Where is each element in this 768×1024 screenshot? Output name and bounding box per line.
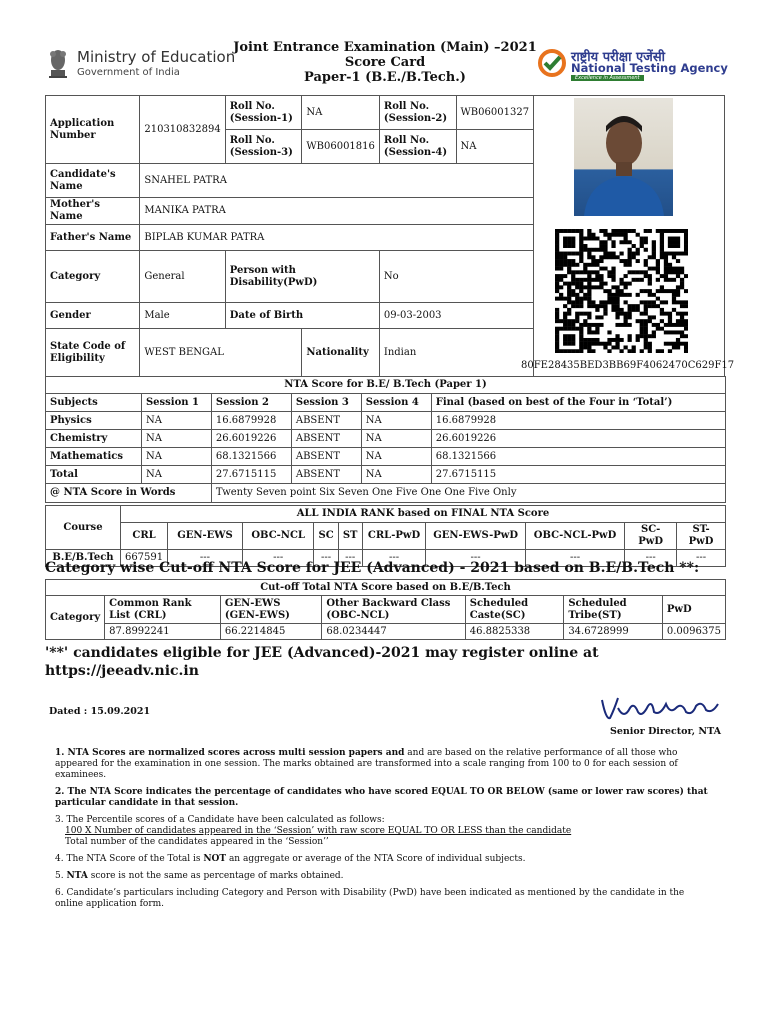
gender-value: Male — [140, 303, 225, 329]
candidate-name-label: Candidate's Name — [46, 164, 140, 198]
rank-cell: --- — [677, 550, 726, 567]
table-row — [46, 466, 726, 484]
rank-cell: 667591 — [120, 550, 167, 567]
gender-label: Gender — [46, 303, 140, 329]
rank-header: CRL — [120, 523, 167, 550]
cutoff-table — [45, 579, 726, 640]
notes-section — [55, 748, 715, 916]
candidate-name: SNAHEL PATRA — [140, 164, 534, 198]
state-code-value: WEST BENGAL — [140, 329, 302, 377]
rank-header: SC-PwD — [625, 523, 677, 550]
score-cell: 26.6019226 — [211, 430, 291, 448]
nta-checkmark-icon — [538, 49, 566, 77]
category-label: Category — [46, 251, 140, 303]
score-cell: NA — [361, 466, 431, 484]
rank-header: GEN-EWS-PwD — [426, 523, 525, 550]
score-cell: 16.6879928 — [211, 412, 291, 430]
score-cell: NA — [141, 466, 211, 484]
cutoff-header: Scheduled Caste(SC) — [465, 596, 564, 624]
roll4-label: Roll No. (Session-4) — [379, 130, 456, 164]
roll3-label: Roll No. (Session-3) — [225, 130, 302, 164]
cutoff-header: Other Backward Class (OBC-NCL) — [322, 596, 465, 624]
score-cell: 68.1321566 — [211, 448, 291, 466]
rank-header: GEN-EWS — [168, 523, 243, 550]
roll2-value: WB06001327 — [456, 96, 534, 130]
application-number-label: Application Number — [46, 96, 140, 164]
roll4-value: NA — [456, 130, 534, 164]
cutoff-cell: 0.0096375 — [662, 624, 725, 640]
score-cell: 27.6715115 — [211, 466, 291, 484]
roll1-label: Roll No. (Session-1) — [225, 96, 302, 130]
candidate-photo — [574, 98, 673, 216]
advanced-registration-note: '**' candidates eligible for JEE (Advanced)-2021 may register online at https://jeeadv.nic.in — [45, 645, 599, 679]
ministry-name: Ministry of Education — [77, 48, 236, 66]
note-1: 1. NTA Scores are normalized scores across multi session papers and and are based on the relative performance of all those who appeared for the examination in one session. The marks obtained are transformed into a scale ranging from 100 to 0 for each session of examinees. — [55, 748, 678, 780]
cutoff-cell: 46.8825338 — [465, 624, 564, 640]
category-value: General — [140, 251, 225, 303]
cutoff-cell: 66.2214845 — [220, 624, 321, 640]
rank-cell: --- — [426, 550, 525, 567]
mother-name: MANIKA PATRA — [140, 198, 534, 225]
rank-cell: --- — [362, 550, 426, 567]
note-2: 2. The NTA Score indicates the percentage of candidates who have scored EQUAL TO OR BELOW (same or lower raw scores) that particular candidate in that session. — [55, 787, 708, 808]
issue-date: Dated : 15.09.2021 — [49, 706, 151, 717]
score-cell: ABSENT — [291, 466, 361, 484]
rank-cell: --- — [168, 550, 243, 567]
roll3-value: WB06001816 — [302, 130, 380, 164]
application-number: 210310832894 — [140, 96, 225, 164]
rank-header: ST-PwD — [677, 523, 726, 550]
rank-header: OBC-NCL — [242, 523, 314, 550]
subject-name: Mathematics — [46, 448, 142, 466]
cutoff-cell: 68.0234447 — [322, 624, 465, 640]
cutoff-header-row — [46, 596, 726, 624]
qr-code-text: 80FE28435BED3BB69F4062470C629F17 — [521, 360, 735, 371]
dob-label: Date of Birth — [225, 303, 379, 329]
score-cell: NA — [361, 448, 431, 466]
qr-code — [555, 229, 688, 353]
roll1-value: NA — [302, 96, 380, 130]
rank-cell: --- — [314, 550, 338, 567]
state-code-label: State Code of Eligibility — [46, 329, 140, 377]
table-row — [46, 412, 726, 430]
subject-name: Total — [46, 466, 142, 484]
course-name: B.E/B.Tech — [46, 550, 121, 567]
score-table-caption: NTA Score for B.E/ B.Tech (Paper 1) — [46, 377, 726, 394]
rank-header: SC — [314, 523, 338, 550]
cutoff-caption: Cut-off Total NTA Score based on B.E/B.Tech — [46, 580, 726, 596]
score-cell: NA — [141, 448, 211, 466]
table-row — [46, 448, 726, 466]
subject-name: Physics — [46, 412, 142, 430]
paper-title: Paper-1 (B.E./B.Tech.) — [304, 70, 466, 85]
nta-score-table — [45, 376, 726, 503]
person-icon — [574, 98, 673, 216]
note-4: 4. The NTA Score of the Total is NOT an aggregate or average of the NTA Score of individual subjects. — [55, 854, 526, 864]
rank-table-caption: ALL INDIA RANK based on FINAL NTA Score — [120, 506, 725, 523]
score-cell: 27.6715115 — [431, 466, 725, 484]
pwd-label: Person with Disability(PwD) — [225, 251, 379, 303]
rank-cell: --- — [338, 550, 362, 567]
mother-name-label: Mother's Name — [46, 198, 140, 225]
score-cell: 16.6879928 — [431, 412, 725, 430]
dob-value: 09-03-2003 — [379, 303, 533, 329]
nationality-value: Indian — [379, 329, 533, 377]
nationality-label: Nationality — [302, 329, 380, 377]
score-cell: ABSENT — [291, 430, 361, 448]
score-cell: NA — [361, 412, 431, 430]
score-in-words: Twenty Seven point Six Seven One Five One One Five Only — [211, 484, 725, 503]
rank-cell: --- — [525, 550, 624, 567]
score-in-words-label: @ NTA Score in Words — [46, 484, 212, 503]
rank-header: OBC-NCL-PwD — [525, 523, 624, 550]
cutoff-header: PwD — [662, 596, 725, 624]
father-name: BIPLAB KUMAR PATRA — [140, 225, 534, 251]
ministry-of-education-logo — [47, 42, 236, 82]
course-label: Course — [46, 506, 121, 550]
percentile-denominator: Total number of the candidates appeared in the ‘Session’’ — [65, 837, 329, 847]
pwd-value: No — [379, 251, 533, 303]
cutoff-category-label: Category — [46, 596, 105, 640]
nta-hindi-name: राष्ट्रीय परीक्षा एजेंसी — [571, 50, 665, 65]
father-name-label: Father's Name — [46, 225, 140, 251]
score-cell: ABSENT — [291, 448, 361, 466]
all-india-rank-table — [45, 505, 726, 567]
cutoff-header: Common Rank List (CRL) — [105, 596, 221, 624]
score-cell: ABSENT — [291, 412, 361, 430]
score-cell: 26.6019226 — [431, 430, 725, 448]
rank-header: CRL-PwD — [362, 523, 426, 550]
national-emblem-icon — [47, 44, 69, 80]
note-3: 3. The Percentile scores of a Candidate have been calculated as follows: 100 X Number of candidates appeared in the ‘Session’ with raw score EQUAL TO OR LESS than the candidate Total number of the candidates appeared in the ‘Session’’ — [55, 815, 572, 847]
government-name: Government of India — [77, 67, 180, 78]
cutoff-header: Scheduled Tribe(ST) — [564, 596, 663, 624]
document-title — [220, 40, 550, 85]
rank-cell: --- — [242, 550, 314, 567]
score-cell: NA — [141, 430, 211, 448]
exam-title: Joint Entrance Examination (Main) –2021 — [233, 40, 537, 55]
rank-cell: --- — [625, 550, 677, 567]
score-cell: NA — [141, 412, 211, 430]
score-header: Final (based on best of the Four in ‘Total’) — [431, 394, 725, 412]
score-card-title: Score Card — [344, 55, 426, 70]
cutoff-cell: 87.8992241 — [105, 624, 221, 640]
score-cell: NA — [361, 430, 431, 448]
subject-name: Chemistry — [46, 430, 142, 448]
table-row — [46, 624, 726, 640]
note-6: 6. Candidate’s particulars including Category and Person with Disability (PwD) have been indicated as mentioned by the candidate in the online application form. — [55, 888, 685, 909]
score-cell: 68.1321566 — [431, 448, 725, 466]
rank-header-row — [46, 523, 726, 550]
score-header: Session 1 — [141, 394, 211, 412]
score-header: Session 2 — [211, 394, 291, 412]
score-header: Session 4 — [361, 394, 431, 412]
roll2-label: Roll No. (Session-2) — [379, 96, 456, 130]
nta-tagline: Excellence in Assessment — [571, 75, 644, 81]
signatory-title: Senior Director, NTA — [610, 726, 722, 737]
note-5: 5. NTA score is not the same as percentage of marks obtained. — [55, 871, 344, 881]
percentile-numerator: 100 X Number of candidates appeared in the ‘Session’ with raw score EQUAL TO OR LESS than the candidate — [65, 826, 572, 836]
rank-header: ST — [338, 523, 362, 550]
cutoff-header: GEN-EWS (GEN-EWS) — [220, 596, 321, 624]
table-row — [46, 430, 726, 448]
score-header: Subjects — [46, 394, 142, 412]
signature-image — [596, 690, 726, 726]
cutoff-heading: Category wise Cut-off NTA Score for JEE (Advanced) - 2021 based on B.E/B.Tech **: — [45, 560, 700, 576]
nta-english-name: National Testing Agency — [571, 61, 728, 75]
score-header: Session 3 — [291, 394, 361, 412]
nta-logo — [538, 47, 738, 82]
score-header-row — [46, 394, 726, 412]
cutoff-cell: 34.6728999 — [564, 624, 663, 640]
